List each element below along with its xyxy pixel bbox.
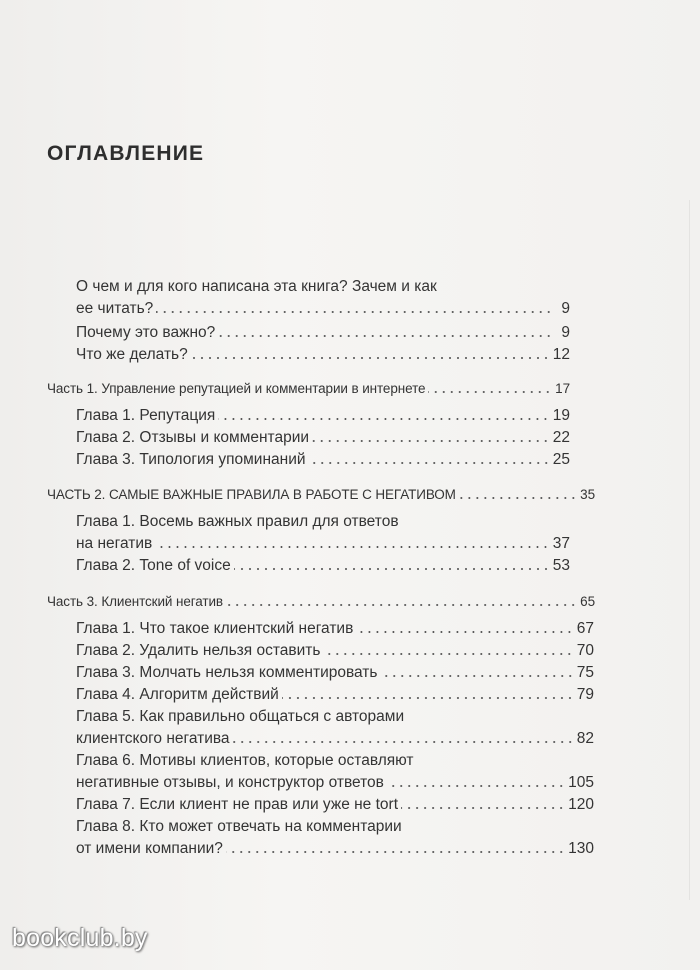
dot-leader <box>233 740 574 744</box>
toc-entry <box>76 618 594 640</box>
toc-entry <box>76 511 570 555</box>
page-fold-shadow <box>689 200 690 900</box>
toc-entry-text: от имени компании? <box>76 840 223 857</box>
toc-entry <box>76 427 570 449</box>
toc-entry <box>76 344 570 366</box>
toc-part-title: Часть 3. Клиентский негатив <box>47 594 223 609</box>
toc-page-number: 75 <box>576 664 594 681</box>
toc-entry-text: Глава 2. Удалить нельзя оставить <box>76 642 321 659</box>
toc-entry-text: Глава 7. Если клиент не прав или уже не tort <box>76 796 399 813</box>
toc-entry <box>76 750 594 794</box>
toc-page-number: 105 <box>568 774 594 791</box>
toc-entry-text: на негатив <box>76 535 153 552</box>
dot-leader <box>381 674 574 678</box>
dot-leader <box>191 356 550 360</box>
toc-page-number: 79 <box>576 686 594 703</box>
toc-entry <box>76 662 594 684</box>
toc-page-number: 12 <box>552 346 570 363</box>
toc-page-number: 25 <box>552 451 570 468</box>
toc-page-number: 130 <box>568 840 594 857</box>
toc-page-number: 70 <box>576 642 594 659</box>
toc-entry-text: Глава 3. Типология упоминаний <box>76 451 306 468</box>
toc-entry-text: Что же делать? <box>76 346 188 363</box>
toc-page-number: 9 <box>561 300 570 317</box>
toc-entry <box>76 684 594 706</box>
dot-leader <box>218 417 549 421</box>
dot-leader <box>226 850 565 854</box>
toc-entry-text: ее читать? <box>76 300 154 317</box>
toc-entry-text: негативные отзывы, и конструктор ответов <box>76 774 384 791</box>
toc-entry-text: клиентского негатива <box>76 730 230 747</box>
toc-entry <box>76 449 570 471</box>
toc-part <box>47 484 595 506</box>
watermark-link[interactable]: bookclub.by <box>12 924 148 952</box>
dot-leader <box>387 784 565 788</box>
toc-heading: ОГЛАВЛЕНИЕ <box>47 142 205 165</box>
dot-leader <box>428 390 552 394</box>
toc-page-number: 35 <box>580 487 595 502</box>
dot-leader <box>356 630 573 634</box>
toc-page-number: 65 <box>580 594 595 609</box>
dot-leader <box>401 806 565 810</box>
dot-leader <box>309 461 550 465</box>
toc-entry <box>76 322 570 344</box>
toc-entry <box>76 816 594 860</box>
toc-page-number: 9 <box>561 324 570 341</box>
dot-leader <box>312 439 550 443</box>
toc-entry-text: Глава 4. Алгоритм действий <box>76 686 279 703</box>
dot-leader <box>226 603 577 607</box>
dot-leader <box>459 496 577 500</box>
toc-entry-text: Глава 6. Мотивы клиентов, которые оставляют <box>76 752 414 769</box>
toc-part <box>47 591 595 613</box>
toc-entry-text: Глава 2. Tone of voice <box>76 557 231 574</box>
dot-leader <box>323 652 573 656</box>
toc-page-number: 37 <box>552 535 570 552</box>
toc-part-title: ЧАСТЬ 2. САМЫЕ ВАЖНЫЕ ПРАВИЛА В РАБОТЕ С НЕГАТИВОМ <box>47 487 456 502</box>
toc-page-number: 82 <box>576 730 594 747</box>
toc-entry-text: Глава 1. Восемь важных правил для ответов <box>76 513 399 530</box>
toc-entry <box>76 276 570 320</box>
toc-page-number: 67 <box>576 620 594 637</box>
toc-part <box>47 378 570 400</box>
toc-entry-text: Глава 8. Кто может отвечать на комментарии <box>76 818 402 835</box>
toc-entry-text: Почему это важно? <box>76 324 216 341</box>
toc-page-number: 53 <box>552 557 570 574</box>
toc-part-title: Часть 1. Управление репутацией и комментарии в интернете <box>47 381 426 396</box>
toc-page-number: 22 <box>552 429 570 446</box>
toc-entry-text: Глава 1. Репутация <box>76 407 216 424</box>
dot-leader <box>156 310 553 314</box>
toc-entry-text: Глава 3. Молчать нельзя комментировать <box>76 664 378 681</box>
toc-page-number: 17 <box>555 381 570 396</box>
toc-entry <box>76 794 594 816</box>
toc-entry <box>76 555 570 577</box>
toc-entry <box>76 405 570 427</box>
toc-page-number: 120 <box>568 796 594 813</box>
toc-entry <box>76 640 594 662</box>
toc-entry-text: Глава 2. Отзывы и комментарии <box>76 429 310 446</box>
toc-entry-text: Глава 1. Что такое клиентский негатив <box>76 620 354 637</box>
dot-leader <box>155 545 549 549</box>
dot-leader <box>234 567 550 571</box>
dot-leader <box>282 696 574 700</box>
toc-entry-text: Глава 5. Как правильно общаться с авторами <box>76 708 405 725</box>
toc-entry <box>76 706 594 750</box>
toc-page-number: 19 <box>552 407 570 424</box>
dot-leader <box>218 334 553 338</box>
toc-entry-text: О чем и для кого написана эта книга? Зачем и как <box>76 278 437 295</box>
